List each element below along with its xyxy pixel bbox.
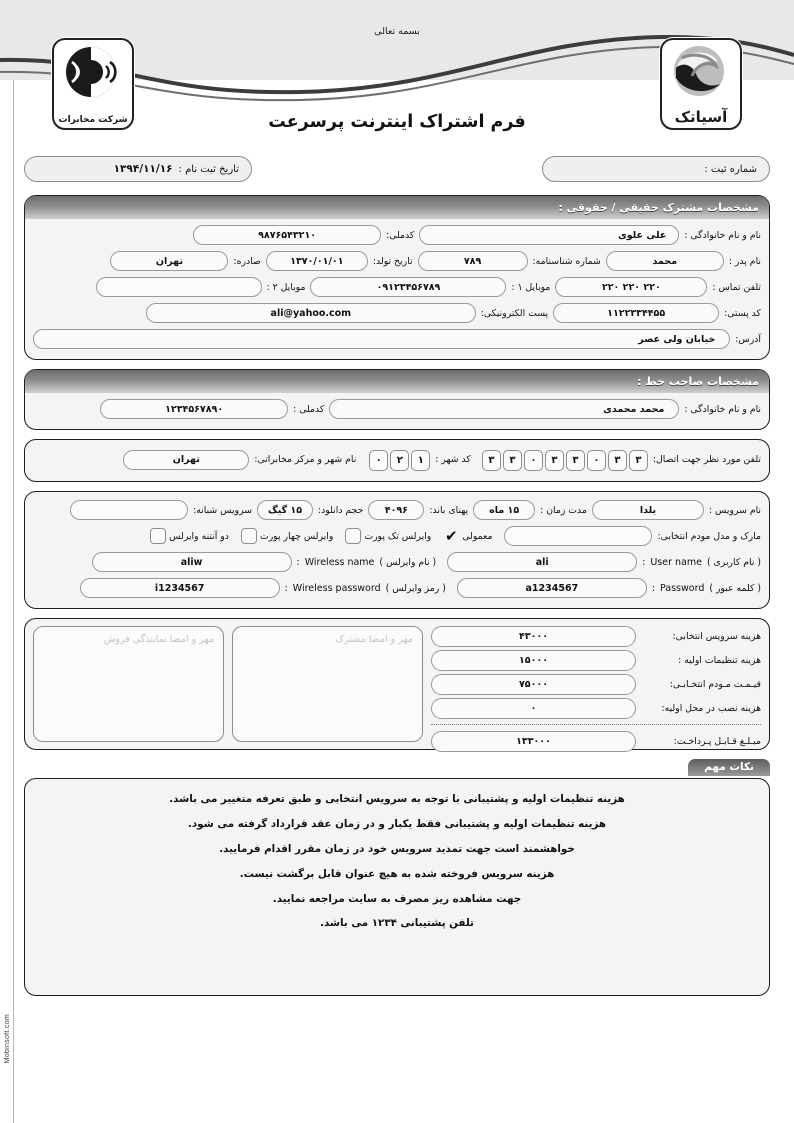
wireless-pass-label-fa: ( رمز وایرلس ) xyxy=(385,582,446,594)
cost-value-3[interactable]: ۰ xyxy=(431,698,636,719)
connection-phone-digits[interactable] xyxy=(480,448,648,471)
subscriber-phone-row xyxy=(33,277,761,297)
address-label: آدرس: xyxy=(735,333,761,345)
registration-date-field[interactable] xyxy=(24,156,252,182)
cost-total-label: مبـلـغ قـابـل پـرداخـت: xyxy=(673,736,761,747)
note-item-4: جهت مشاهده ریز مصرف به سایت مراجعه نمایید. xyxy=(272,892,522,905)
cost-row-3 xyxy=(431,698,761,719)
line-owner-name-input[interactable]: محمد محمدی xyxy=(329,399,679,419)
phone-digit-4[interactable]: ۳ xyxy=(545,450,564,471)
postal-code-label: کد پستی: xyxy=(724,307,761,319)
cost-value-2[interactable]: ۷۵۰۰۰ xyxy=(431,674,636,695)
service-name-input[interactable]: یلدا xyxy=(592,500,704,520)
cost-total-value[interactable]: ۱۳۳۰۰۰ xyxy=(431,731,636,752)
phone-digit-5[interactable]: ۰ xyxy=(524,450,543,471)
subscriber-signature-caption: مهر و امضا مشترک xyxy=(335,634,413,645)
connection-phone-label: تلفن مورد نظر جهت اتصال: xyxy=(652,454,761,465)
service-spec-row xyxy=(33,500,761,520)
subscriber-national-id-input[interactable]: ۹۸۷۶۵۴۳۲۱۰ xyxy=(193,225,381,245)
notes-panel xyxy=(24,778,770,996)
agent-signature-box[interactable] xyxy=(33,626,224,742)
costs-list xyxy=(431,626,761,747)
modem-option-label-2: وایرلس چهار پورت xyxy=(259,530,334,542)
birth-date-label: تاریخ تولد: xyxy=(372,255,413,267)
city-center-label: نام شهر و مرکز مخابراتی: xyxy=(254,454,357,465)
mobile2-input[interactable] xyxy=(96,277,262,297)
cost-label-1: هزینه تنظیمات اولیه : xyxy=(678,655,761,666)
subscriber-signature-box[interactable] xyxy=(232,626,423,742)
mobile2-label: موبایل ۲ : xyxy=(266,281,306,293)
postal-code-input[interactable]: ۱۱۲۲۳۳۴۴۵۵ xyxy=(553,303,719,323)
modem-option-label-0: معمولی xyxy=(462,530,493,542)
contact-phone-label: تلفن تماس : xyxy=(712,281,761,293)
modem-option-3[interactable] xyxy=(150,526,229,546)
username-colon: : xyxy=(642,556,646,568)
registration-number-field[interactable] xyxy=(542,156,770,182)
city-code-label: کد شهر : xyxy=(435,454,471,465)
username-input[interactable]: ali xyxy=(447,552,637,572)
line-owner-panel xyxy=(24,369,770,430)
note-item-5: تلفن پشتیبانی ۱۲۳۴ می باشد. xyxy=(320,917,474,930)
modem-options xyxy=(150,526,499,546)
username-label-en: User name xyxy=(650,556,702,568)
asiatech-logo-caption: آسیاتک xyxy=(674,108,728,126)
email-label: پست الکترونیکی: xyxy=(480,307,549,319)
modem-option-checkbox-0[interactable]: ✔ xyxy=(444,526,458,545)
password-colon: : xyxy=(651,582,655,594)
cost-separator xyxy=(431,724,761,725)
mobile1-label: موبایل ۱ : xyxy=(511,281,551,293)
bandwidth-input[interactable]: ۴۰۹۶ xyxy=(368,500,424,520)
left-edge-rule xyxy=(13,0,14,1123)
subscriber-name-row xyxy=(33,225,761,245)
registration-date-value: ۱۳۹۴/۱۱/۱۶ xyxy=(113,163,173,175)
cost-row-0 xyxy=(431,626,761,647)
costs-panel xyxy=(24,618,770,750)
cost-total-row xyxy=(431,731,761,752)
modem-option-label-3: دو آنتنه وایرلس xyxy=(169,530,229,542)
note-item-2: خواهشمند است جهت تمدید سرویس خود در زمان مقرر اقدام فرمایید. xyxy=(219,842,575,855)
modem-option-1[interactable] xyxy=(345,526,431,546)
city-code-digits[interactable] xyxy=(367,448,430,471)
cost-label-3: هزینه نصب در محل اولیه: xyxy=(661,703,761,714)
phone-digit-0[interactable]: ۳ xyxy=(629,450,648,471)
form-header xyxy=(0,0,794,150)
city-code-digit-2[interactable]: ۰ xyxy=(369,450,388,471)
modem-option-2[interactable] xyxy=(241,526,333,546)
line-owner-national-id-input[interactable]: ۱۲۳۴۵۶۷۸۹۰ xyxy=(100,399,288,419)
subscriber-identity-row xyxy=(33,251,761,271)
subscriber-name-input[interactable]: علی علوی xyxy=(419,225,679,245)
page-title: فرم اشتراک اینترنت پرسرعت xyxy=(268,112,526,132)
issued-place-label: صادره: xyxy=(233,255,261,267)
notes-tab-label: نکات مهم xyxy=(688,759,770,776)
cost-value-1[interactable]: ۱۵۰۰۰ xyxy=(431,650,636,671)
phone-digit-2[interactable]: ۰ xyxy=(587,450,606,471)
note-item-3: هزینه سرویس فروخته شده به هیچ عنوان قابل برگشت نیست. xyxy=(239,867,555,880)
father-name-input[interactable]: محمد xyxy=(606,251,724,271)
night-service-input[interactable] xyxy=(70,500,188,520)
cost-row-1 xyxy=(431,650,761,671)
subscriber-name-label: نام و نام خانوادگی : xyxy=(684,229,761,241)
idcard-number-input[interactable]: ۷۸۹ xyxy=(418,251,528,271)
address-input[interactable]: خیابان ولی عصر xyxy=(33,329,730,349)
registration-date-label: تاریخ ثبت نام : xyxy=(178,163,239,175)
subscriber-panel xyxy=(24,195,770,360)
password-label-fa: ( کلمه عبور ) xyxy=(709,582,761,594)
download-volume-input[interactable]: ۱۵ گیگ xyxy=(257,500,313,520)
wireless-pass-input[interactable]: i1234567 xyxy=(80,578,280,598)
phone-digit-3[interactable]: ۳ xyxy=(566,450,585,471)
service-duration-input[interactable]: ۱۵ ماه xyxy=(473,500,535,520)
wireless-pass-colon: : xyxy=(284,582,288,594)
wireless-name-colon: : xyxy=(296,556,300,568)
subscriber-address-row xyxy=(33,329,761,349)
notes-tab-row xyxy=(24,759,770,778)
phone-digit-6[interactable]: ۳ xyxy=(503,450,522,471)
note-item-1: هزینه تنظیمات اولیه و پشتیبانی فقط یکبار و در زمان عقد قرارداد گرفته می شود. xyxy=(187,817,607,830)
modem-option-0[interactable] xyxy=(443,526,492,546)
connection-row xyxy=(33,448,761,471)
modem-option-checkbox-1[interactable] xyxy=(345,528,361,544)
cost-label-2: قیـمـت مـودم انتخـابـی: xyxy=(669,679,761,690)
idcard-number-label: شماره شناسنامه: xyxy=(532,255,601,267)
modem-label: مارک و مدل مودم انتخابی: xyxy=(657,530,761,542)
line-owner-national-id-label: کدملی : xyxy=(293,403,325,415)
modem-option-checkbox-2[interactable] xyxy=(241,528,257,544)
wireless-name-label-en: Wireless name xyxy=(304,556,375,568)
phone-digit-1[interactable]: ۳ xyxy=(608,450,627,471)
father-name-label: نام پدر : xyxy=(728,255,761,267)
line-owner-name-label: نام و نام خانوادگی : xyxy=(684,403,761,415)
note-item-0: هزینه تنظیمات اولیه و پشتیبانی با توجه به سرویس انتخابی و طبق تعرفه متغییر می باشد. xyxy=(169,793,625,805)
wireless-name-input[interactable]: aliw xyxy=(92,552,292,572)
city-center-input[interactable]: تهران xyxy=(123,450,249,470)
cost-label-0: هزینه سرویس انتخابی: xyxy=(672,631,761,642)
line-owner-row xyxy=(33,399,761,419)
modem-option-label-1: وایرلس تک پورت xyxy=(364,530,432,542)
bismillah-text: بسمه تعالی xyxy=(374,26,420,37)
city-code-digit-1[interactable]: ۲ xyxy=(390,450,409,471)
modem-row xyxy=(33,526,761,546)
bandwidth-label: پهنای باند: xyxy=(429,504,469,516)
registration-row xyxy=(24,156,770,186)
wireless-name-label-fa: ( نام وایرلس ) xyxy=(379,556,437,568)
birth-date-input[interactable]: ۱۳۷۰/۰۱/۰۱ xyxy=(266,251,368,271)
service-duration-label: مدت زمان : xyxy=(540,504,587,516)
email-input[interactable]: ali@yahoo.com xyxy=(146,303,476,323)
password-label-en: Password xyxy=(659,582,705,594)
subscriber-contact-row xyxy=(33,303,761,323)
phone-digit-7[interactable]: ۳ xyxy=(482,450,501,471)
city-code-digit-0[interactable]: ۱ xyxy=(411,450,430,471)
wireless-pass-label-en: Wireless password xyxy=(292,582,381,594)
night-service-label: سرویس شبانه: xyxy=(193,504,252,516)
download-volume-label: حجم دانلود: xyxy=(318,504,364,516)
watermark-text: Mobinsoft.com xyxy=(4,1013,11,1063)
service-panel xyxy=(24,491,770,609)
username-label-fa: ( نام کاربری ) xyxy=(706,556,761,568)
credentials-row-1 xyxy=(33,552,761,572)
registration-number-label: شماره ثبت : xyxy=(704,163,757,175)
connection-panel xyxy=(24,439,770,482)
cost-value-0[interactable]: ۴۳۰۰۰ xyxy=(431,626,636,647)
service-name-label: نام سرویس : xyxy=(708,504,761,516)
line-owner-panel-title: مشخصات صاحب خط : xyxy=(25,370,769,393)
credentials-row-2 xyxy=(33,578,761,598)
telecom-logo-caption: شرکت مخابرات xyxy=(58,115,128,125)
agent-signature-caption: مهر و امضا نمایندگی فروش xyxy=(103,634,214,645)
subscriber-national-id-label: کدملی: xyxy=(386,229,415,241)
issued-place-input[interactable]: تهران xyxy=(110,251,228,271)
modem-input[interactable] xyxy=(504,526,652,546)
contact-phone-input[interactable]: ۲۲۰ ۲۲۰ ۲۲۰ xyxy=(555,277,707,297)
asiatech-logo-icon xyxy=(660,40,740,108)
modem-option-checkbox-3[interactable] xyxy=(150,528,166,544)
cost-row-2 xyxy=(431,674,761,695)
mobile1-input[interactable]: ۰۹۱۲۳۴۵۶۷۸۹ xyxy=(310,277,506,297)
password-input[interactable]: a1234567 xyxy=(457,578,647,598)
subscriber-panel-title: مشخصات مشترک حقیقی / حقوقی : xyxy=(25,196,769,219)
telecom-logo-icon xyxy=(52,40,132,112)
